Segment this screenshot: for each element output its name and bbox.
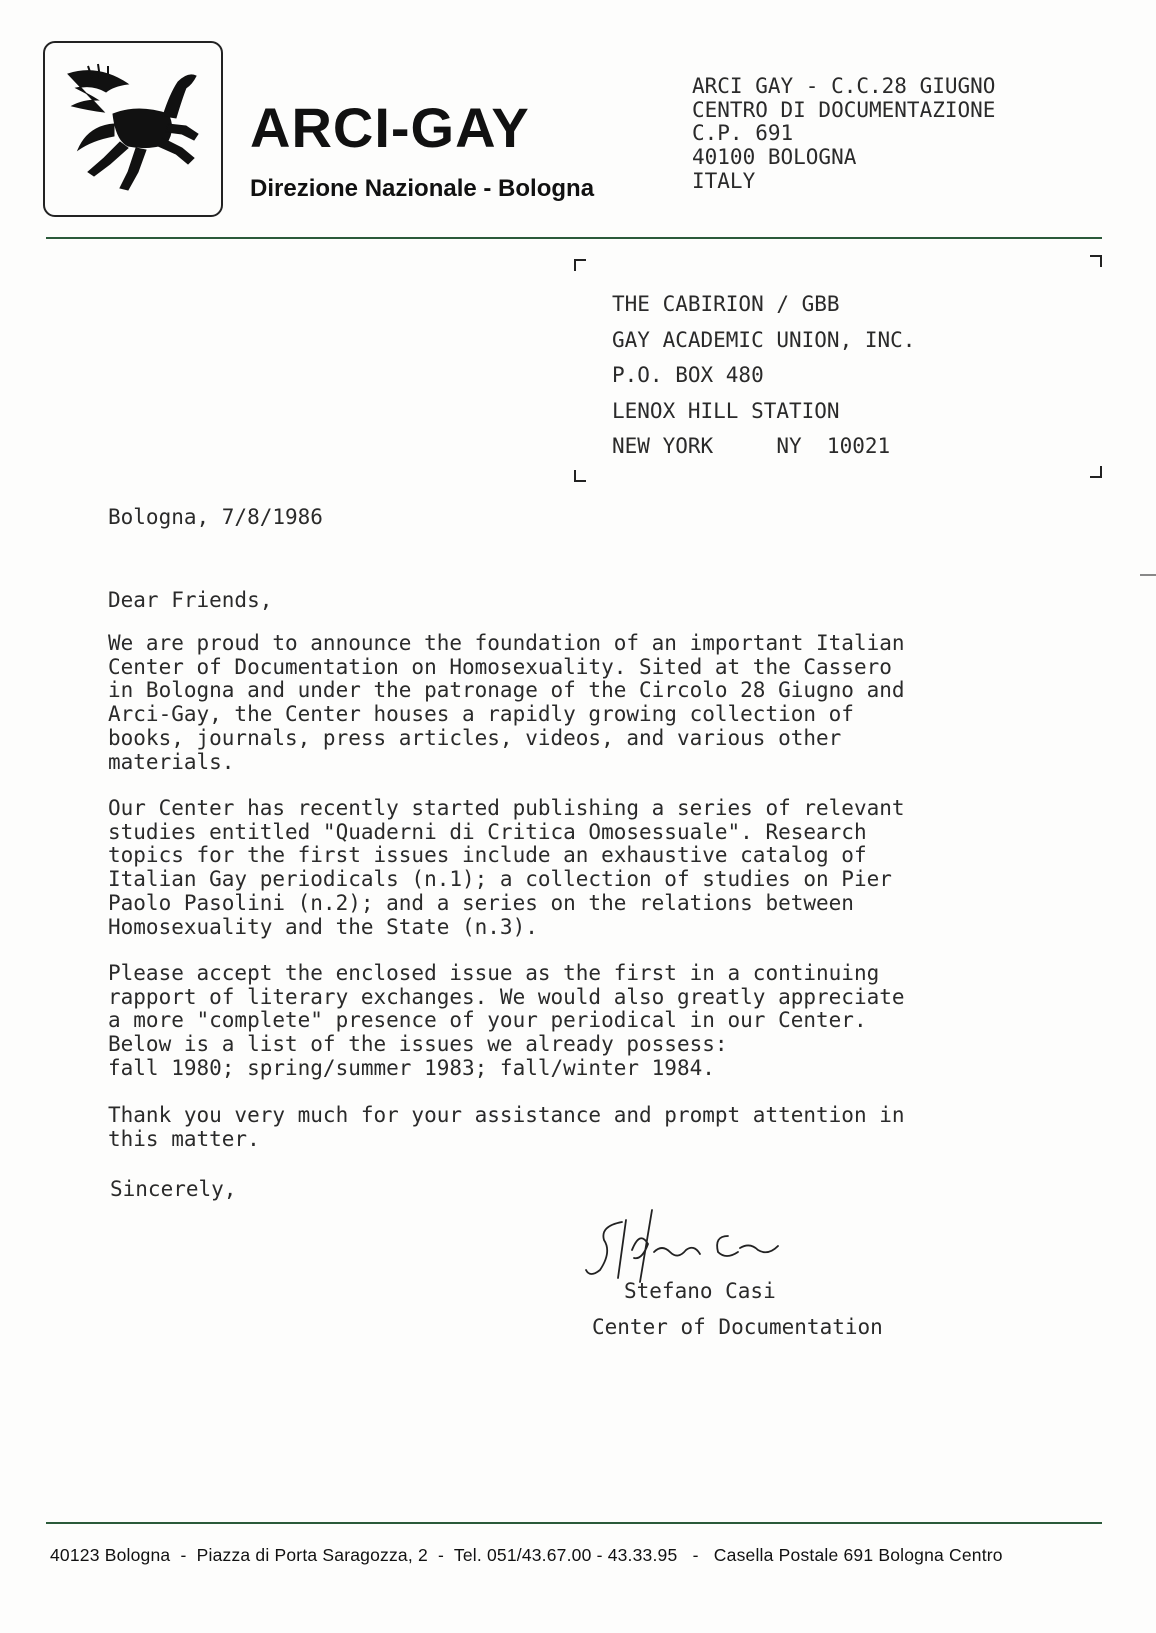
window-corner-mark (574, 259, 586, 271)
signer-title: Center of Documentation (592, 1315, 883, 1339)
window-corner-mark (574, 470, 586, 482)
paragraph-line: rapport of literary exchanges. We would also greatly appreciate (108, 984, 905, 1009)
org-name: ARCI-GAY (250, 96, 530, 159)
paragraph-line: a more "complete" presence of your periodical in our Center. (108, 1008, 867, 1033)
footer-divider (46, 1522, 1102, 1524)
sender-address-line: ITALY (692, 168, 756, 193)
recipient-line: NEW YORK NY 10021 (612, 434, 891, 458)
signer-name: Stefano Casi (624, 1279, 776, 1303)
fold-mark (1140, 574, 1156, 576)
handwritten-signature (582, 1200, 802, 1290)
recipient-address (612, 287, 915, 465)
window-corner-mark (1090, 255, 1102, 267)
paragraph-line: Arci-Gay, the Center houses a rapidly growing collection of (108, 702, 854, 727)
paragraph-line: We are proud to announce the foundation of an important Italian (108, 631, 905, 655)
paragraph-line: topics for the first issues include an exhaustive catalog of (108, 843, 867, 868)
paragraph-line: Center of Documentation on Homosexuality. Sited at the Cassero (108, 654, 892, 679)
paragraph-line: Please accept the enclosed issue as the first in a continuing (108, 961, 880, 985)
paragraph-line: materials. (108, 749, 235, 774)
window-corner-mark (1090, 466, 1102, 478)
recipient-line: THE CABIRION / GBB (612, 292, 840, 316)
salutation: Dear Friends, (108, 588, 273, 612)
body-paragraph (108, 1103, 905, 1151)
paragraph-line: studies entitled "Quaderni di Critica Omosessuale". Research (108, 819, 867, 844)
sender-address (692, 75, 995, 194)
paragraph-line: Our Center has recently started publishing a series of relevant (108, 796, 905, 820)
recipient-line: P.O. BOX 480 (612, 363, 764, 387)
winged-horse-icon (58, 54, 208, 204)
recipient-line: GAY ACADEMIC UNION, INC. (612, 327, 916, 352)
recipient-line: LENOX HILL STATION (612, 398, 840, 423)
body-paragraph (108, 631, 905, 774)
body-paragraph (108, 961, 905, 1081)
paragraph-line: in Bologna and under the patronage of the Circolo 28 Giugno and (108, 678, 905, 703)
paragraph-line: Paolo Pasolini (n.2); and a series on the relations between (108, 890, 854, 915)
paragraph-line: Homosexuality and the State (n.3). (108, 914, 538, 939)
footer-address: 40123 Bologna - Piazza di Porta Saragozza, 2 - Tel. 051/43.67.00 - 43.33.95 - Casella Postale 691 Bologna Centro (50, 1545, 1003, 1565)
paragraph-line: books, journals, press articles, videos, and various other (108, 725, 842, 750)
header-divider (46, 237, 1102, 239)
paragraph-line: this matter. (108, 1126, 260, 1151)
closing: Sincerely, (110, 1177, 237, 1201)
sender-address-line: C.P. 691 (692, 121, 794, 146)
paragraph-line: Thank you very much for your assistance and prompt attention in (108, 1103, 905, 1127)
paragraph-line: Below is a list of the issues we already possess: (108, 1032, 728, 1057)
body-paragraph (108, 796, 905, 939)
letter-date: Bologna, 7/8/1986 (108, 505, 323, 529)
sender-address-line: CENTRO DI DOCUMENTAZIONE (692, 97, 996, 122)
sender-address-line: 40100 BOLOGNA (692, 145, 857, 170)
paragraph-line: fall 1980; spring/summer 1983; fall/winter 1984. (108, 1055, 715, 1080)
org-subtitle: Direzione Nazionale - Bologna (250, 175, 595, 202)
logo-frame (43, 41, 223, 217)
paragraph-line: Italian Gay periodicals (n.1); a collection of studies on Pier (108, 867, 892, 892)
sender-address-line: ARCI GAY - C.C.28 GIUGNO (692, 74, 996, 98)
